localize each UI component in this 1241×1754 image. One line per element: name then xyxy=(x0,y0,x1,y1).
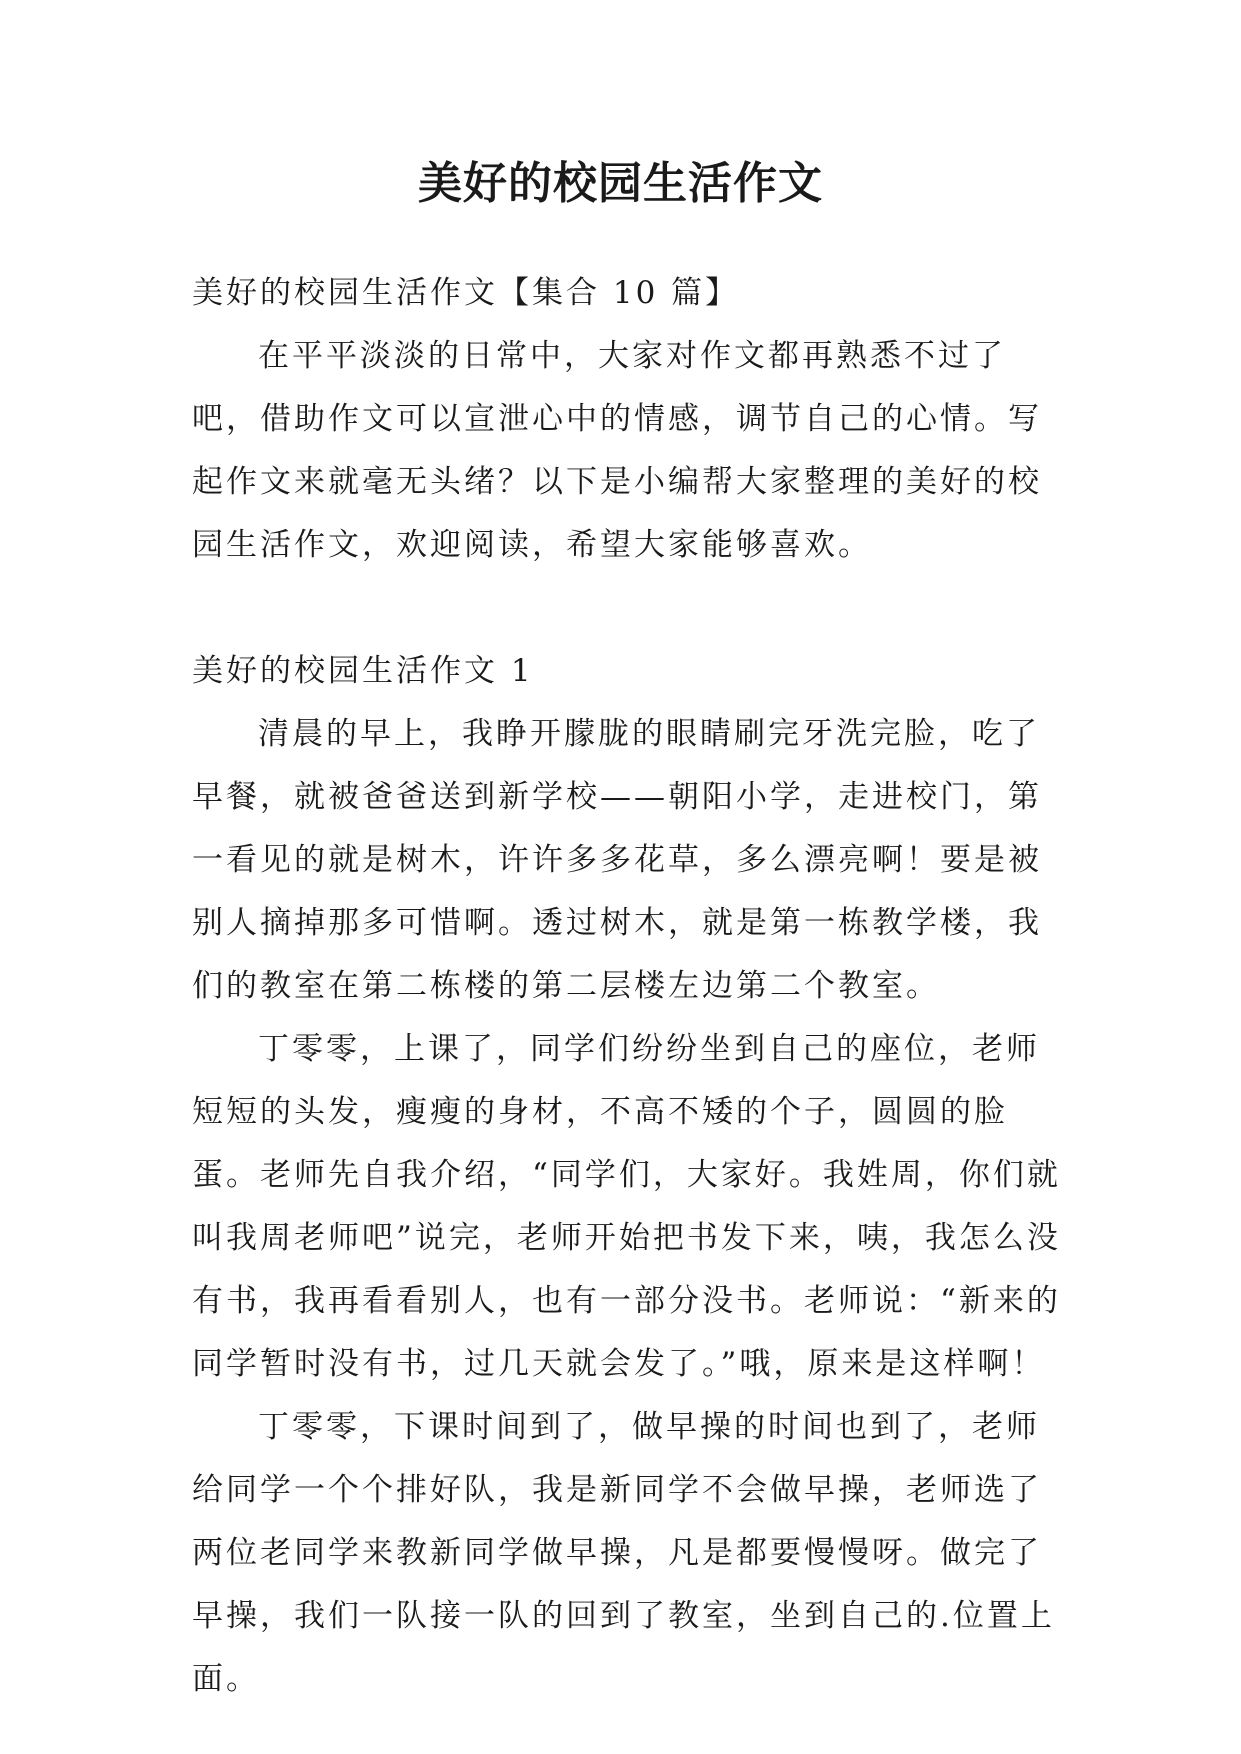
section-heading: 美好的校园生活作文 1 xyxy=(192,653,534,689)
body-paragraph: 丁零零，上课了，同学们纷纷坐到自己的座位，老师短短的头发，瘦瘦的身材，不高不矮的个子，圆圆的脸蛋。老师先自我介绍，“同学们，大家好。我姓周，你们就叫我周老师吧”说完，老师开始把书发下来，咦，我怎么没有书，我再看看别人，也有一部分没书。老师说：“新来的同学暂时没有书，过几天就会发了。”哦，原来是这样啊！ xyxy=(192,1031,1061,1382)
spacer xyxy=(192,577,1062,640)
body-paragraph: 清晨的早上，我睁开朦胧的眼睛刷完牙洗完脸，吃了早餐，就被爸爸送到新学校——朝阳小学，走进校门，第一看见的就是树木，许许多多花草，多么漂亮啊！要是被别人摘掉那多可惜啊。透过树木，就是第一栋教学楼，我们的教室在第二栋楼的第二层楼左边第二个教室。 xyxy=(192,716,1042,1004)
document-body xyxy=(192,262,1062,1711)
body-paragraph: 丁零零，下课时间到了，做早操的时间也到了，老师给同学一个个排好队，我是新同学不会做早操，老师选了两位老同学来教新同学做早操，凡是都要慢慢呀。做完了早操，我们一队接一队的回到了教室，坐到自己的.位置上面。 xyxy=(192,1409,1055,1697)
collection-subtitle: 美好的校园生活作文【集合 10 篇】 xyxy=(192,275,740,311)
intro-paragraph: 在平平淡淡的日常中，大家对作文都再熟悉不过了吧，借助作文可以宣泄心中的情感，调节自己的心情。写起作文来就毫无头绪？以下是小编帮大家整理的美好的校园生活作文，欢迎阅读，希望大家能够喜欢。 xyxy=(192,338,1042,563)
document-title: 美好的校园生活作文 xyxy=(418,158,823,209)
